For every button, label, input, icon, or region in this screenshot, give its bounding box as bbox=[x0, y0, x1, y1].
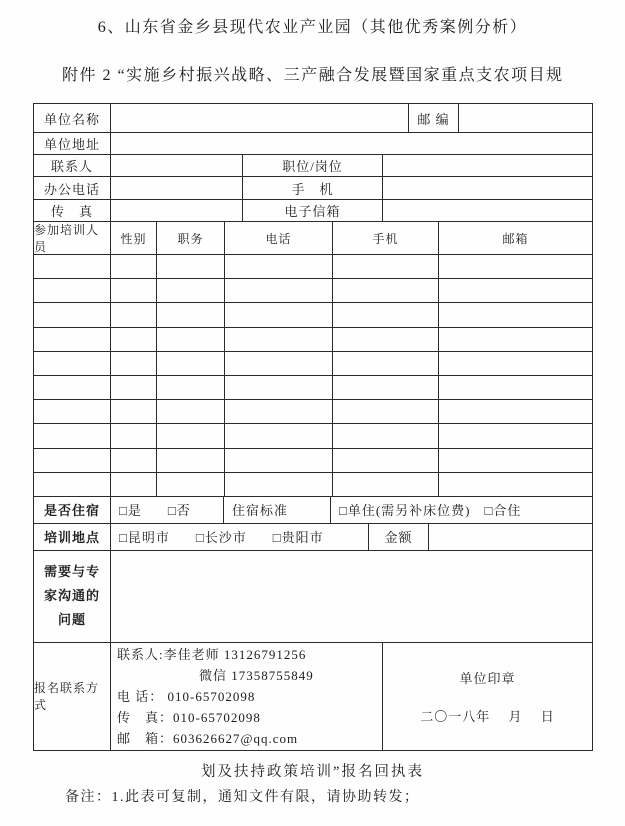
row-expert-questions bbox=[34, 551, 593, 643]
form-title-continuation: 划及扶持政策培训”报名回执表 bbox=[201, 764, 424, 780]
participant-cell[interactable] bbox=[439, 279, 593, 303]
participant-cell[interactable] bbox=[111, 376, 157, 400]
participant-cell[interactable] bbox=[157, 255, 225, 279]
participants-col-phone: 电话 bbox=[225, 222, 333, 255]
postcode-field[interactable] bbox=[459, 104, 593, 133]
participants-col-email: 邮箱 bbox=[439, 222, 593, 255]
participant-row bbox=[34, 279, 593, 303]
participant-row bbox=[34, 376, 593, 400]
participants-header-row bbox=[34, 222, 593, 255]
mobile-label: 手 机 bbox=[243, 177, 383, 200]
participant-cell[interactable] bbox=[157, 352, 225, 376]
participant-cell[interactable] bbox=[333, 449, 439, 473]
unit-seal-cell bbox=[383, 643, 593, 751]
participant-cell[interactable] bbox=[439, 424, 593, 448]
unit-address-field[interactable] bbox=[111, 133, 593, 155]
participant-cell[interactable] bbox=[439, 328, 593, 352]
unit-name-field[interactable] bbox=[111, 104, 409, 133]
checkbox-shared-room[interactable]: □合住 bbox=[484, 503, 522, 519]
participant-cell[interactable] bbox=[157, 328, 225, 352]
accommodation-standard-label: 住宿标准 bbox=[224, 497, 331, 524]
registration-contact-details bbox=[111, 643, 383, 751]
participant-row bbox=[34, 255, 593, 279]
row-unit-name bbox=[34, 104, 593, 133]
case-heading: 6、山东省金乡县现代农业产业园（其他优秀案例分析） bbox=[97, 19, 528, 36]
participant-cell[interactable] bbox=[34, 352, 111, 376]
participant-cell[interactable] bbox=[111, 449, 157, 473]
participant-cell[interactable] bbox=[333, 279, 439, 303]
participant-cell[interactable] bbox=[157, 279, 225, 303]
participant-cell[interactable] bbox=[333, 424, 439, 448]
date-line: 二〇一八年 月 日 bbox=[420, 708, 555, 724]
participant-cell[interactable] bbox=[333, 400, 439, 424]
participant-cell[interactable] bbox=[34, 424, 111, 448]
accommodation-type-cell bbox=[331, 497, 593, 524]
amount-field[interactable] bbox=[429, 524, 593, 551]
participant-cell[interactable] bbox=[333, 255, 439, 279]
participant-cell[interactable] bbox=[111, 328, 157, 352]
mobile-field[interactable] bbox=[383, 177, 593, 200]
participant-cell[interactable] bbox=[34, 449, 111, 473]
participant-cell[interactable] bbox=[439, 400, 593, 424]
participant-cell[interactable] bbox=[225, 255, 333, 279]
participant-cell[interactable] bbox=[111, 352, 157, 376]
unit-seal-label: 单位印章 bbox=[459, 671, 516, 687]
participants-col-name: 参加培训人员 bbox=[34, 222, 111, 255]
participant-cell[interactable] bbox=[225, 376, 333, 400]
participant-row bbox=[34, 424, 593, 448]
participant-cell[interactable] bbox=[157, 473, 225, 497]
checkbox-accommodation-yes[interactable]: □是 bbox=[119, 503, 142, 519]
row-training-location bbox=[34, 524, 593, 551]
row-contact bbox=[34, 155, 593, 177]
participant-cell[interactable] bbox=[225, 449, 333, 473]
accommodation-label: 是否住宿 bbox=[34, 497, 111, 524]
checkbox-city-changsha[interactable]: □长沙市 bbox=[195, 530, 247, 546]
participant-cell[interactable] bbox=[111, 400, 157, 424]
participant-cell[interactable] bbox=[333, 352, 439, 376]
contact-line: 电 话： 010-65702098 bbox=[117, 688, 256, 704]
participant-cell[interactable] bbox=[157, 400, 225, 424]
participant-cell[interactable] bbox=[157, 424, 225, 448]
row-registration-contact bbox=[34, 643, 593, 751]
participant-row bbox=[34, 328, 593, 352]
participant-cell[interactable] bbox=[34, 279, 111, 303]
participant-cell[interactable] bbox=[439, 255, 593, 279]
participant-cell[interactable] bbox=[34, 328, 111, 352]
row-office-phone bbox=[34, 177, 593, 200]
contact-label: 联系人 bbox=[34, 155, 111, 177]
participant-row bbox=[34, 400, 593, 424]
fax-field[interactable] bbox=[111, 200, 243, 222]
participant-cell[interactable] bbox=[439, 473, 593, 497]
registration-form-table bbox=[33, 103, 593, 751]
postcode-label: 邮 编 bbox=[409, 104, 459, 133]
office-phone-label: 办公电话 bbox=[34, 177, 111, 200]
remark-note: 备注：1.此表可复制，通知文件有限，请协助转发； bbox=[65, 790, 420, 805]
participant-cell[interactable] bbox=[439, 449, 593, 473]
participant-cell[interactable] bbox=[34, 473, 111, 497]
attachment-title: 附件 2 “实施乡村振兴战略、三产融合发展暨国家重点支农项目规 bbox=[62, 67, 564, 84]
participant-cell[interactable] bbox=[333, 376, 439, 400]
row-fax bbox=[34, 200, 593, 222]
participant-cell[interactable] bbox=[34, 400, 111, 424]
participant-cell[interactable] bbox=[111, 424, 157, 448]
checkbox-city-guiyang[interactable]: □贵阳市 bbox=[272, 530, 324, 546]
participant-row bbox=[34, 473, 593, 497]
participant-cell[interactable] bbox=[225, 473, 333, 497]
participant-cell[interactable] bbox=[225, 303, 333, 327]
participant-cell[interactable] bbox=[225, 279, 333, 303]
row-accommodation bbox=[34, 497, 593, 524]
location-label: 培训地点 bbox=[34, 524, 111, 551]
row-unit-address bbox=[34, 133, 593, 155]
participant-row bbox=[34, 449, 593, 473]
participant-cell[interactable] bbox=[111, 303, 157, 327]
participant-cell[interactable] bbox=[157, 449, 225, 473]
position-label: 职位/岗位 bbox=[243, 155, 383, 177]
expert-questions-field[interactable] bbox=[111, 551, 593, 643]
email-label: 电子信箱 bbox=[243, 200, 383, 222]
participants-rows bbox=[34, 255, 593, 497]
participants-col-mobile: 手机 bbox=[333, 222, 439, 255]
participant-cell[interactable] bbox=[34, 255, 111, 279]
participants-col-title: 职务 bbox=[157, 222, 225, 255]
participant-row bbox=[34, 352, 593, 376]
participant-cell[interactable] bbox=[333, 303, 439, 327]
unit-address-label: 单位地址 bbox=[34, 133, 111, 155]
registration-contact-label: 报名联系方式 bbox=[34, 643, 111, 751]
checkbox-accommodation-no[interactable]: □否 bbox=[167, 503, 191, 519]
participant-cell[interactable] bbox=[157, 376, 225, 400]
participant-cell[interactable] bbox=[225, 400, 333, 424]
participant-cell[interactable] bbox=[439, 303, 593, 327]
contact-field[interactable] bbox=[111, 155, 243, 177]
contact-line: 传 真：010-65702098 bbox=[117, 709, 261, 725]
participant-cell[interactable] bbox=[34, 376, 111, 400]
fax-label: 传 真 bbox=[34, 200, 111, 222]
participant-cell[interactable] bbox=[333, 473, 439, 497]
amount-label: 金额 bbox=[369, 524, 429, 551]
unit-name-label: 单位名称 bbox=[34, 104, 111, 133]
participant-cell[interactable] bbox=[225, 424, 333, 448]
contact-line: 微信 17358755849 bbox=[199, 667, 314, 683]
position-field[interactable] bbox=[383, 155, 593, 177]
participant-cell[interactable] bbox=[111, 255, 157, 279]
email-field[interactable] bbox=[383, 200, 593, 222]
accommodation-yes-no-cell bbox=[111, 497, 224, 524]
participant-cell[interactable] bbox=[439, 376, 593, 400]
participant-cell[interactable] bbox=[111, 279, 157, 303]
contact-line: 联系人:李佳老师 13126791256 bbox=[117, 646, 307, 662]
participant-cell[interactable] bbox=[439, 352, 593, 376]
contact-line: 邮 箱：603626627@qq.com bbox=[117, 730, 299, 746]
participant-cell[interactable] bbox=[333, 328, 439, 352]
participant-cell[interactable] bbox=[111, 473, 157, 497]
office-phone-field[interactable] bbox=[111, 177, 243, 200]
participant-cell[interactable] bbox=[34, 303, 111, 327]
participant-cell[interactable] bbox=[225, 328, 333, 352]
checkbox-city-kunming[interactable]: □昆明市 bbox=[119, 530, 170, 546]
participant-row bbox=[34, 303, 593, 327]
checkbox-single-room[interactable]: □单住(需另补床位费) bbox=[339, 503, 471, 519]
participant-cell[interactable] bbox=[157, 303, 225, 327]
participant-cell[interactable] bbox=[225, 352, 333, 376]
location-options-cell bbox=[111, 524, 369, 551]
participants-col-gender: 性别 bbox=[111, 222, 157, 255]
expert-questions-label: 需要与专家沟通的问题 bbox=[34, 551, 111, 643]
